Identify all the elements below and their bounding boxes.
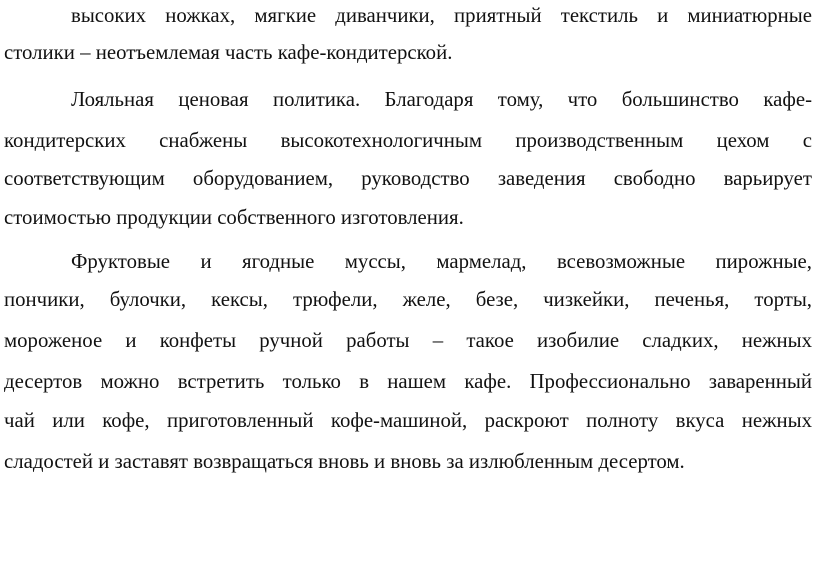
text-line-10: десертов можно встретить только в нашем кафе. Профессионально заваренный xyxy=(4,370,812,393)
text-line-1: высоких ножках, мягкие диванчики, приятный текстиль и миниатюрные xyxy=(71,4,812,27)
text-line-4: кондитерских снабжены высокотехнологичным производственным цехом с xyxy=(4,129,812,152)
text-line-7: Фруктовые и ягодные муссы, мармелад, всевозможные пирожные, xyxy=(71,250,812,273)
text-line-12: сладостей и заставят возвращаться вновь и вновь за излюбленным десертом. xyxy=(4,450,685,473)
text-line-3: Лояльная ценовая политика. Благодаря тому, что большинство кафе- xyxy=(71,88,812,111)
text-line-9: мороженое и конфеты ручной работы – такое изобилие сладких, нежных xyxy=(4,329,812,352)
text-line-2: столики – неотъемлемая часть кафе-кондитерской. xyxy=(4,41,453,64)
text-line-6: стоимостью продукции собственного изготовления. xyxy=(4,206,464,229)
text-line-5: соответствующим оборудованием, руководство заведения свободно варьирует xyxy=(4,167,812,190)
text-line-11: чай или кофе, приготовленный кофе-машиной, раскроют полноту вкуса нежных xyxy=(4,409,812,432)
text-line-8: пончики, булочки, кексы, трюфели, желе, безе, чизкейки, печенья, торты, xyxy=(4,288,812,311)
